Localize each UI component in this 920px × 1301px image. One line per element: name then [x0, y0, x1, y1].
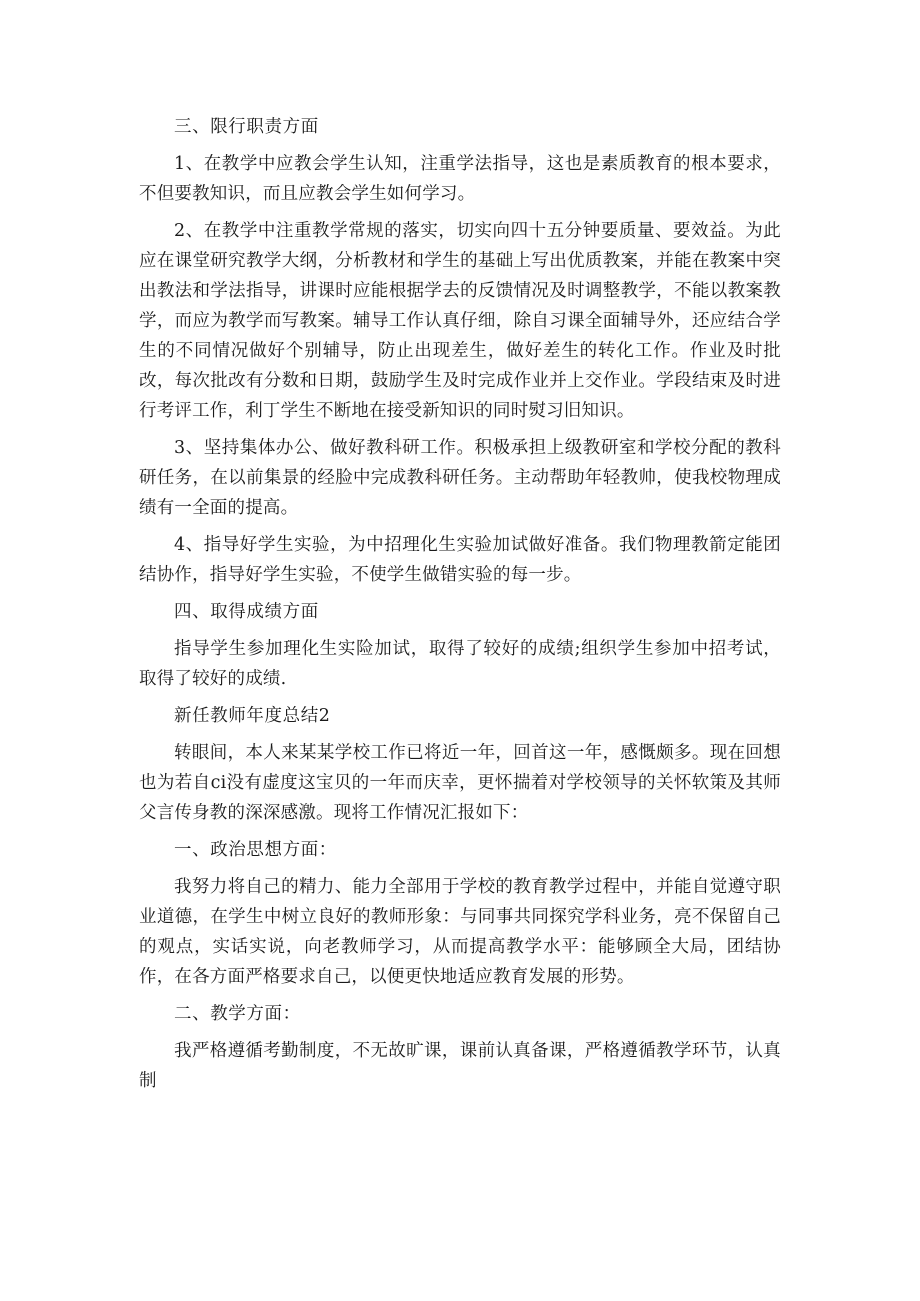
paragraph-politics: 我努力将自己的精力、能力全部用于学校的教育教学过程中，并能自觉遵守职业道德，在学生中树立良好的教师形象：与同事共同探究学科业务，亮不保留自己的观点，实话实说，向老教师学习，从而提高教学水平：能够顾全大局，团结协作，在各方面严格要求自己，以便更快地适应教育发展的形势。 [139, 877, 781, 987]
paragraph-item-1: 1、在教学中应教会学生认知，注重学法指导，这也是素质教育的根本要求，不但要教知识，而且应教会学生如何学习。 [139, 154, 781, 204]
section-heading-politics: 一、政治思想方面： [174, 840, 337, 860]
paragraph-item-4: 4、指导好学生实验，为中招理化生实验加试做好准备。我们物理教箭定能团结协作，指导好学生实验，不使学生做错实验的每一步。 [139, 535, 781, 585]
paragraph-item-2: 2、在教学中注重教学常规的落实，切实向四十五分钟要质量、要效益。为此应在课堂研究教学大纲，分析教材和学生的基础上写出优质教案，并能在教案中突出教法和学法指导，讲课时应能根据学去的反馈情况及时调整教学，不能以教案教学，而应为教学而写教案。辅导工作认真仔细，除自习课全面辅导外，还应结合学生的不同情况做好个别辅导，防止出现差生，做好差生的转化工作。作业及时批改，每次批改有分数和日期，鼓励学生及时完成作业并上交作业。学段结束及时进行考评工作，利丁学生不断地在接受新知识的同时熨习旧知识。 [139, 221, 781, 421]
paragraph-achievements: 指导学生参加理化生实险加试，取得了较好的成绩;组织学生参加中招考试，取得了较好的成绩. [139, 639, 781, 689]
paragraph-item-3: 3、坚持集体办公、做好教科研工作。积极承担上级教研室和学校分配的教科研任务，在以前集景的经脸中完成教科研任务。主动帮助年轻教帅，使我校物理成绩有一全面的提高。 [139, 438, 781, 518]
paragraph-intro: 转眼间，本人来某某学校工作已将近一年，回首这一年，感慨颇多。现在回想也为若自ci没有虚度这宝贝的一年而庆幸，更怀揣着对学校领导的关怀软策及其师父言传身教的深深感激。现将工作情况汇报如下： [139, 743, 781, 823]
document-body [139, 112, 781, 1103]
section-heading-duties: 三、限行职责方面 [174, 117, 319, 137]
section-heading-achievements: 四、取得成绩方面 [174, 602, 319, 622]
paragraph-teaching: 我严格遵循考勤制度，不无故旷课，课前认真备课，严格遵循教学环节，认真制 [139, 1041, 781, 1091]
article-title: 新任教师年度总结2 [174, 706, 331, 726]
section-heading-teaching: 二、教学方面： [174, 1004, 301, 1024]
